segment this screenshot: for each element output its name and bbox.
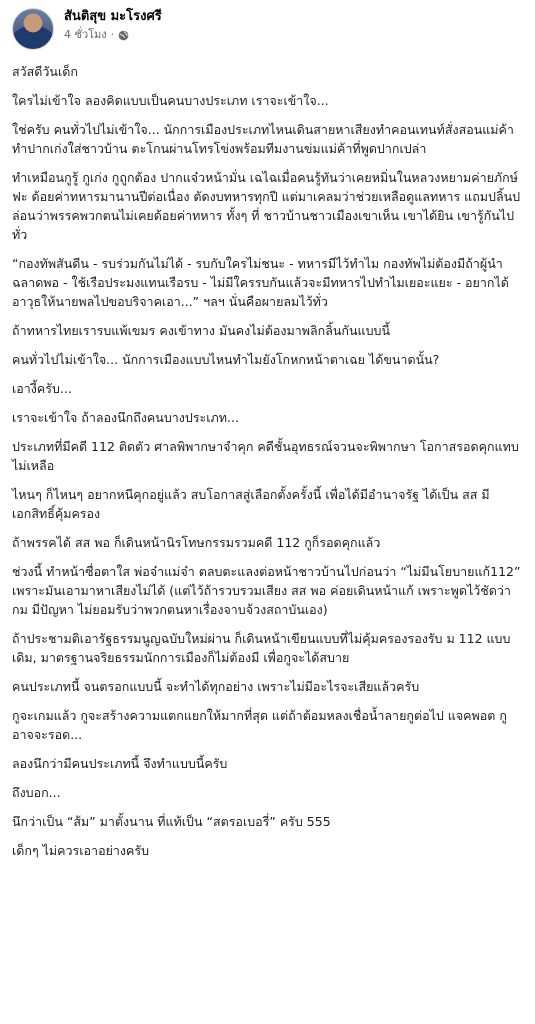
separator-dot: · xyxy=(110,28,115,41)
post-paragraph: นึกว่าเป็น “ส้ม” มาตั้งนาน ที่แท้เป็น “สตรอเบอรี่” ครับ 555 xyxy=(12,814,331,829)
post-body xyxy=(12,62,525,860)
post-paragraph: คนประเภทนี้ จนตรอกแบบนี้ จะทำได้ทุกอย่าง เพราะไม่มีอะไรจะเสียแล้วครับ xyxy=(12,679,420,694)
post-paragraph: คนทั่วไปไม่เข้าใจ... นักการเมืองแบบไหนทำไมยังโกหกหน้าตาเฉย ได้ขนาดนั้น? xyxy=(12,352,440,367)
author-meta xyxy=(64,8,162,43)
post-paragraph: กูจะเกมแล้ว กูจะสร้างความแตกแยกให้มากที่สุด แต่ถ้าต้อมหลงเชื่อน้ำลายกูต่อไป แจคพอต กูอาจจะรอด... xyxy=(12,708,507,742)
post-paragraph: ช่วงนี้ ทำหน้าซื่อตาใส พ่อจ๋าแม่จ๋า ตลบตะแลงต่อหน้าชาวบ้านไปก่อนว่า “ไม่มีนโยบายแก้112” เพราะมันเอามาหาเสียงไม่ได้ (แต่ไว้ถ้ารวบรวมเสียง สส พอ ค่อยเดินหน้าแก้ เพราะพูดไว้ชัดว่า กม มีปัญหา ไม่ยอมรับว่าพวกตนหาเรื่องจาบจ้วงสถาบันเอง) xyxy=(12,564,521,617)
post-paragraph: ถ้าทหารไทยเรารบแพ้เขมร คงเข้าทาง มันคงไม่ต้องมาพลิกลิ้นกันแบบนี้ xyxy=(12,323,391,338)
author-name[interactable]: สันติสุข มะโรงศรี xyxy=(64,9,162,24)
post-paragraph: เด็กๆ ไม่ควรเอาอย่างครับ xyxy=(12,843,150,858)
post-paragraph: ประเภทที่มีคดี 112 ติดตัว ศาลพิพากษาจำคุก คดีชั้นอุทธรณ์จวนจะพิพากษา โอกาสรอดคุกแทบไม่เหลือ xyxy=(12,439,519,473)
post-paragraph: เอางี้ครับ... xyxy=(12,381,72,396)
post-paragraph: ใครไม่เข้าใจ ลองคิดแบบเป็นคนบางประเภท เราจะเข้าใจ... xyxy=(12,93,329,108)
post-paragraph: เราจะเข้าใจ ถ้าลองนึกถึงคนบางประเภท... xyxy=(12,410,239,425)
author-avatar[interactable] xyxy=(12,8,54,50)
post-paragraph: ถ้าประชามติเอารัฐธรรมนูญฉบับใหม่ผ่าน ก็เดินหน้าเขียนแบบที่ไม่คุ้มครองรองรับ ม 112 แบบเดิม, มาตรฐานจริยธรรมนักการเมืองก็ไม่ต้องมี เพื่อกูจะได้สบาย xyxy=(12,631,511,665)
post-subline xyxy=(64,27,162,43)
post-paragraph: สวัสดีวันเด็ก xyxy=(12,64,78,79)
post-paragraph: ไหนๆ ก็ไหนๆ อยากหนีคุกอยู่แล้ว สบโอกาสสู่เลือกตั้งครั้งนี้ เพื่อได้มีอำนาจรัฐ ได้เป็น สส มีเอกสิทธิ์คุ้มครอง xyxy=(12,487,490,521)
post-paragraph: ลองนึกว่ามีคนประเภทนี้ จึงทำแบบนี้ครับ xyxy=(12,756,228,771)
post-timestamp[interactable]: 4 ชั่วโมง xyxy=(64,28,107,41)
post-paragraph: “กองทัพสันดีน - รบร่วมกันไม่ได้ - รบกับใครไม่ชนะ - ทหารมีไว้ทำไม กองทัพไม่ต้องมีถ้าผู้นำฉลาดพอ - ใช้เรือประมงแทนเรือรบ - ไม่มีใครรบกันแล้วจะมีทหารไปทำไมเยอะแยะ - อยากได้อาวุธให้นายพลไปขอบริจาคเอา...” ฯลฯ นั่นคือผายลมไว้ทั่ว xyxy=(12,256,509,309)
post-paragraph: ทำเหมือนกูรู้ กูเก่ง กูถูกต้อง ปากแจ๋วหน้ามั่น เฉไฉเมื่อคนรู้ทันว่าเคยหมิ่นในหลวงหยามค่ายภักษ์ฟะ ด้อยค่าทหารมานานปีต่อเนื่อง ตัดงบทหารทุกปี แต่มาเคลมว่าช่วยเหลือดูแลทหาร แถมปลิ้นปล่อนว่าพรรคพวกตนไม่เคยด้อยค่าทหาร ทั้งๆ ที่ ชาวบ้านชาวเมืองเขาเห็น เขาได้ยิน เขารู้กันไปทั่ว xyxy=(12,170,521,242)
post-paragraph: ใช่ครับ คนทั่วไปไม่เข้าใจ... นักการเมืองประเภทไหนเดินสายหาเสียงทำคอนเทนท์สั่งสอนแม่ค้า ทำปากเก่งใส่ชาวบ้าน ตะโกนผ่านโทรโข่งพร้อมทีมงานข่มแม่ค้าที่พูดปากเปล่า xyxy=(12,122,514,156)
globe-icon[interactable] xyxy=(118,30,129,41)
post-header xyxy=(12,0,525,48)
post-paragraph: ถึงบอก... xyxy=(12,785,61,800)
post-paragraph: ถ้าพรรคได้ สส พอ ก็เดินหน้านิรโทษกรรมรวมคดี 112 กูก็รอดคุกแล้ว xyxy=(12,535,381,550)
